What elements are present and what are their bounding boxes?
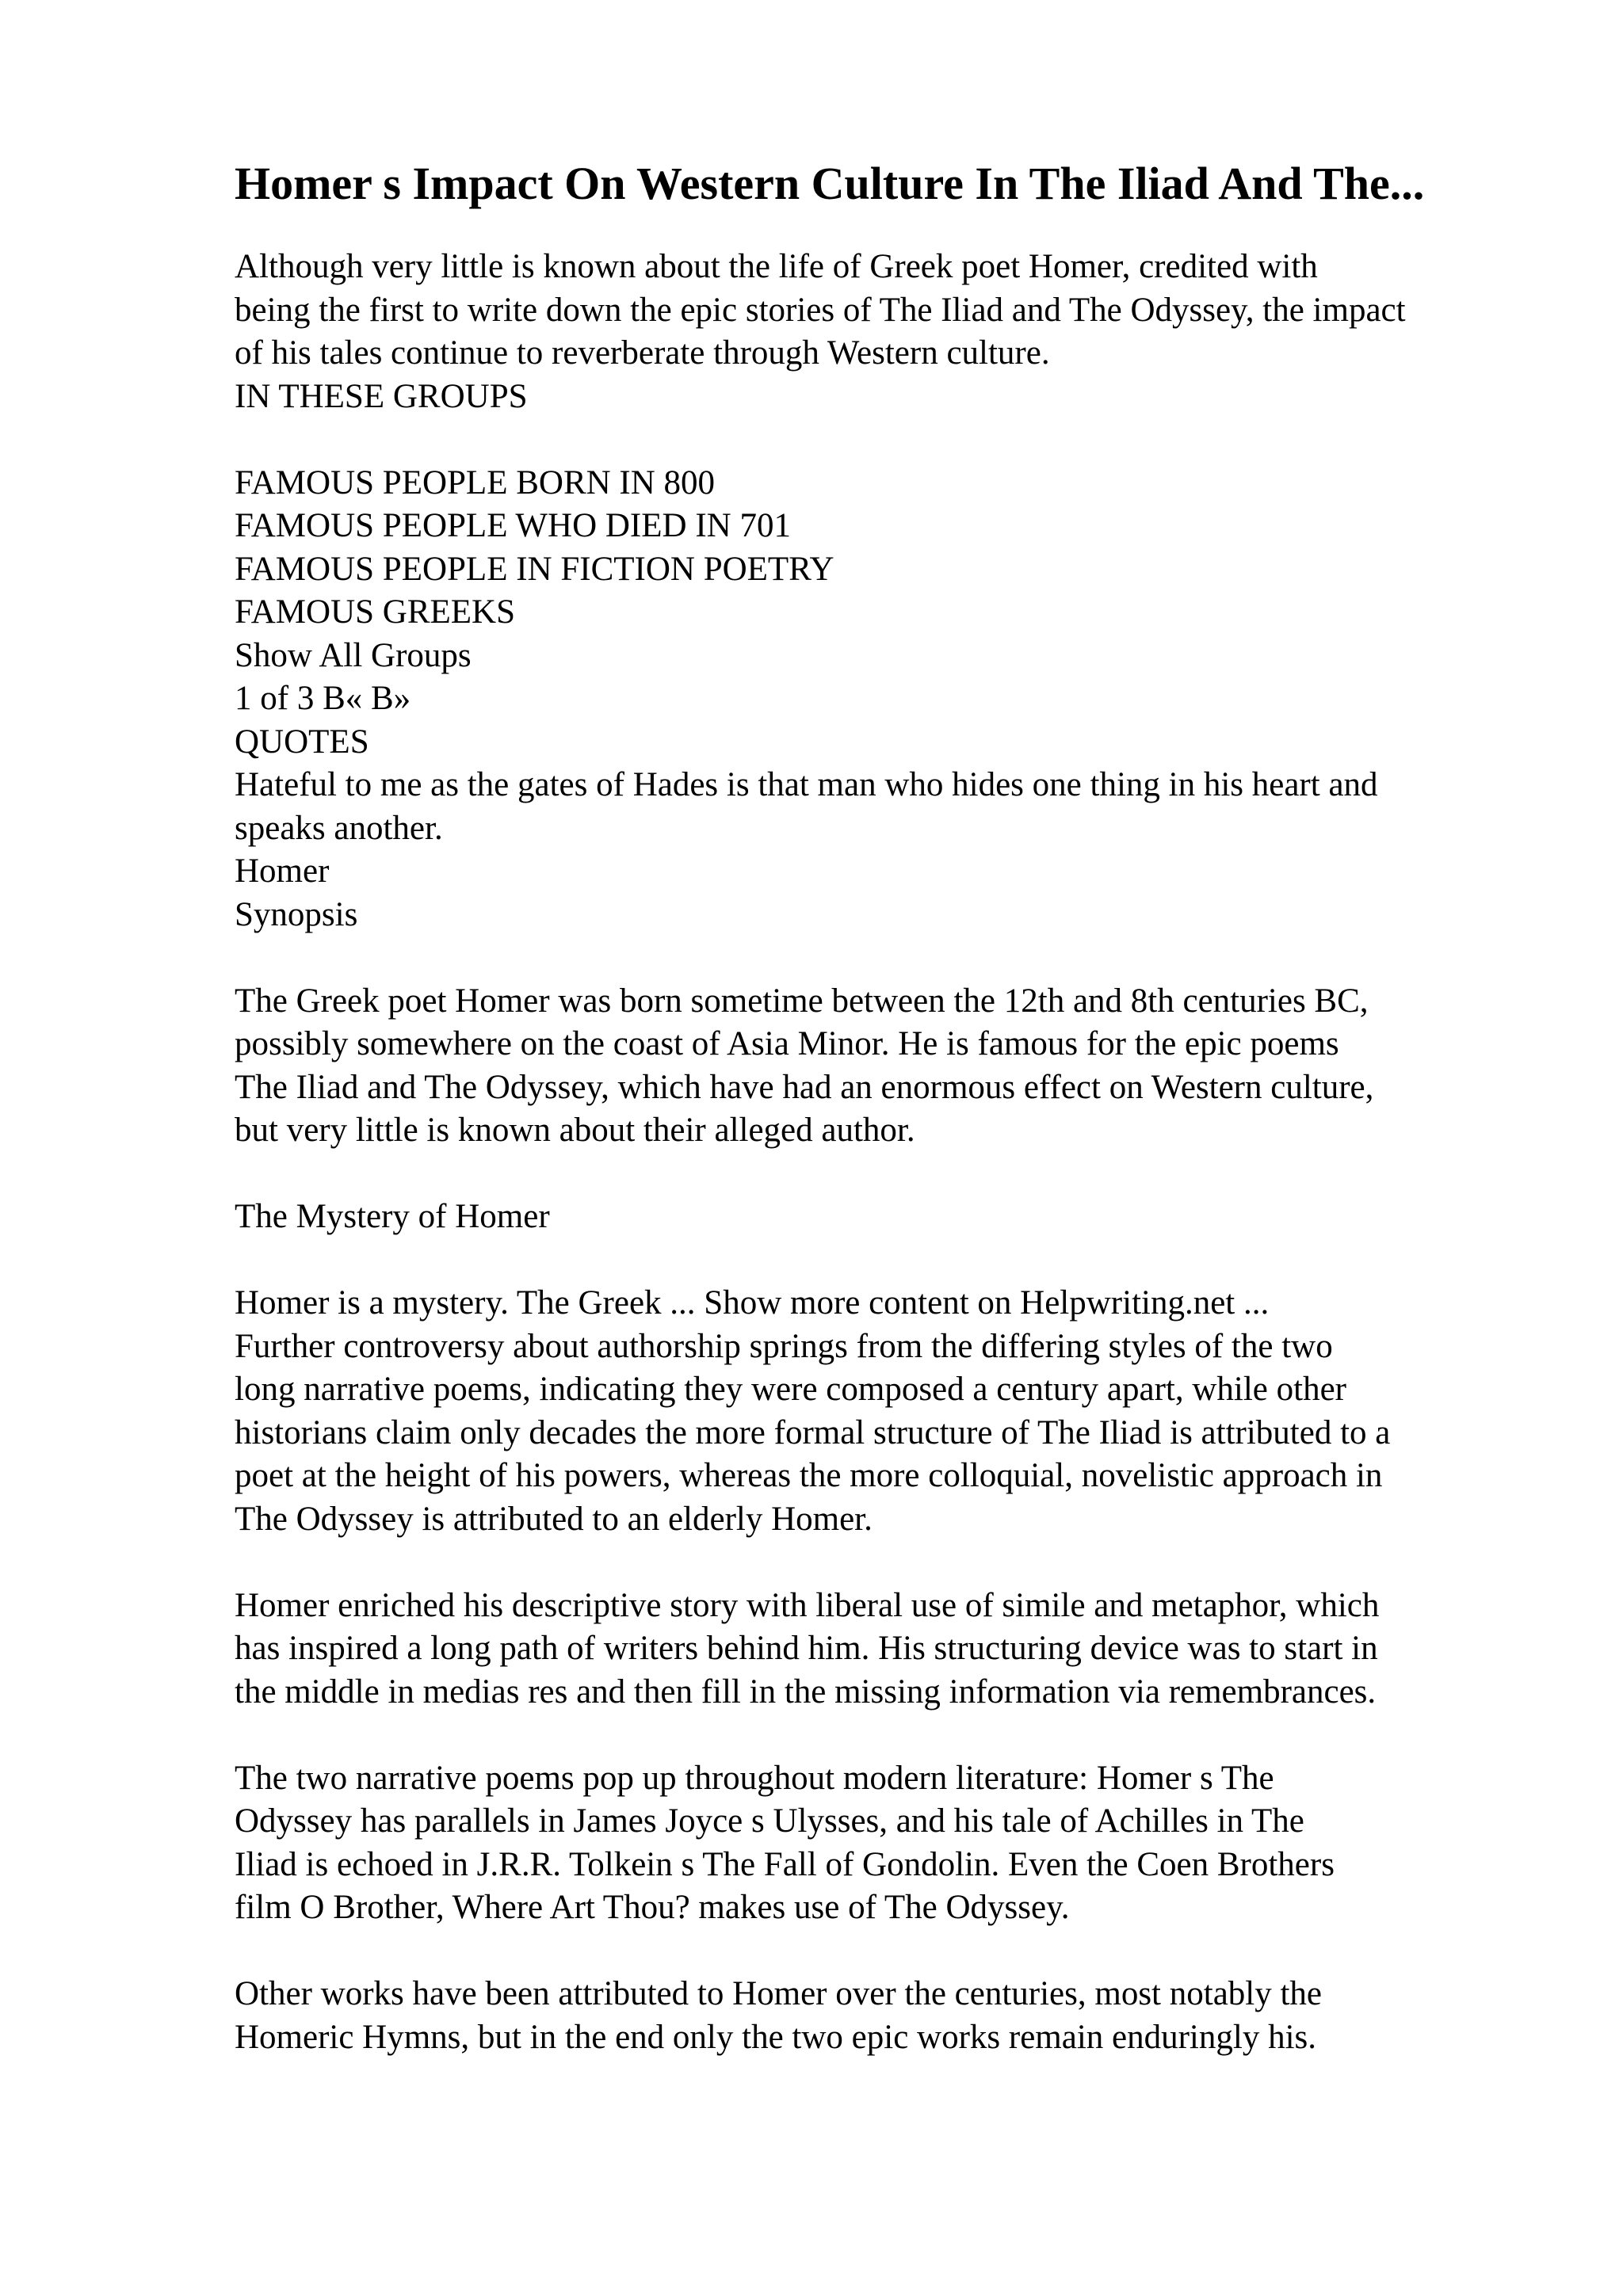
text-line: Further controversy about authorship springs from the differing styles of the two bbox=[235, 1327, 1333, 1365]
blank-line bbox=[235, 418, 1534, 462]
text-line: Hateful to me as the gates of Hades is that man who hides one thing in his heart and bbox=[235, 766, 1378, 803]
legacy-paragraph bbox=[235, 1757, 1534, 1930]
blank-line bbox=[235, 1930, 1534, 1974]
text-line: historians claim only decades the more formal structure of The Iliad is attributed to a bbox=[235, 1413, 1391, 1451]
blank-line bbox=[235, 1153, 1534, 1196]
text-line: The Iliad and The Odyssey, which have had an enormous effect on Western culture, bbox=[235, 1068, 1374, 1106]
text-line: Homer enriched his descriptive story with liberal use of simile and metaphor, which bbox=[235, 1586, 1380, 1624]
group-item: FAMOUS PEOPLE BORN IN 800 bbox=[235, 463, 716, 502]
blank-line bbox=[235, 1239, 1534, 1283]
intro-paragraph bbox=[235, 246, 1534, 376]
text-line: the middle in medias res and then fill in the missing information via remembrances. bbox=[235, 1672, 1377, 1711]
text-line: Homeric Hymns, but in the end only the two epic works remain enduringly his. bbox=[235, 2018, 1316, 2056]
text-line: The Greek poet Homer was born sometime between the 12th and 8th centuries BC, bbox=[235, 982, 1369, 1020]
style-paragraph bbox=[235, 1585, 1534, 1714]
group-item: FAMOUS PEOPLE WHO DIED IN 701 bbox=[235, 507, 791, 544]
group-item: FAMOUS GREEKS bbox=[235, 593, 516, 631]
text-line: speaks another. bbox=[235, 809, 443, 847]
text-line: of his tales continue to reverberate through Western culture. bbox=[235, 334, 1050, 372]
text-line: has inspired a long path of writers behind him. His structuring device was to start in bbox=[235, 1630, 1378, 1667]
text-line: The two narrative poems pop up throughout modern literature: Homer s The bbox=[235, 1759, 1274, 1797]
blank-line bbox=[235, 1541, 1534, 1585]
document-title: Homer s Impact On Western Culture In The Iliad And The... bbox=[235, 158, 1425, 209]
blank-line bbox=[235, 1714, 1534, 1757]
quotes-heading: QUOTES bbox=[235, 723, 369, 761]
text-line: Odyssey has parallels in James Joyce s Ulysses, and his tale of Achilles in The bbox=[235, 1802, 1304, 1840]
groups-heading: IN THESE GROUPS bbox=[235, 377, 528, 415]
show-all-groups: Show All Groups bbox=[235, 636, 472, 674]
text-line: being the first to write down the epic stories of The Iliad and The Odyssey, the impact bbox=[235, 291, 1406, 329]
synopsis-heading: Synopsis bbox=[235, 895, 358, 933]
text-line: long narrative poems, indicating they were composed a century apart, while other bbox=[235, 1371, 1346, 1408]
blank-line bbox=[235, 936, 1534, 980]
quote-text bbox=[235, 764, 1534, 850]
text-line: film O Brother, Where Art Thou? makes use of The Odyssey. bbox=[235, 1889, 1070, 1926]
mystery-paragraph bbox=[235, 1282, 1534, 1541]
other-works-paragraph bbox=[235, 1973, 1534, 2059]
pager-text: 1 of 3 B« B» bbox=[235, 680, 411, 717]
text-line: Other works have been attributed to Homer over the centuries, most notably the bbox=[235, 1975, 1323, 2012]
quote-author: Homer bbox=[235, 852, 330, 890]
groups-list bbox=[235, 462, 1534, 635]
synopsis-paragraph bbox=[235, 980, 1534, 1153]
document-body bbox=[235, 246, 1534, 2059]
text-line: Although very little is known about the life of Greek poet Homer, credited with bbox=[235, 248, 1318, 285]
text-line: Iliad is echoed in J.R.R. Tolkein s The Fall of Gondolin. Even the Coen Brothers bbox=[235, 1845, 1335, 1883]
text-line: possibly somewhere on the coast of Asia Minor. He is famous for the epic poems bbox=[235, 1025, 1339, 1062]
mystery-heading: The Mystery of Homer bbox=[235, 1198, 550, 1235]
text-line: The Odyssey is attributed to an elderly Homer. bbox=[235, 1500, 873, 1538]
text-line: poet at the height of his powers, whereas the more colloquial, novelistic approach in bbox=[235, 1457, 1383, 1494]
text-line: but very little is known about their alleged author. bbox=[235, 1112, 915, 1149]
group-item: FAMOUS PEOPLE IN FICTION POETRY bbox=[235, 550, 834, 588]
text-line: Homer is a mystery. The Greek ... Show more content on Helpwriting.net ... bbox=[235, 1284, 1270, 1322]
